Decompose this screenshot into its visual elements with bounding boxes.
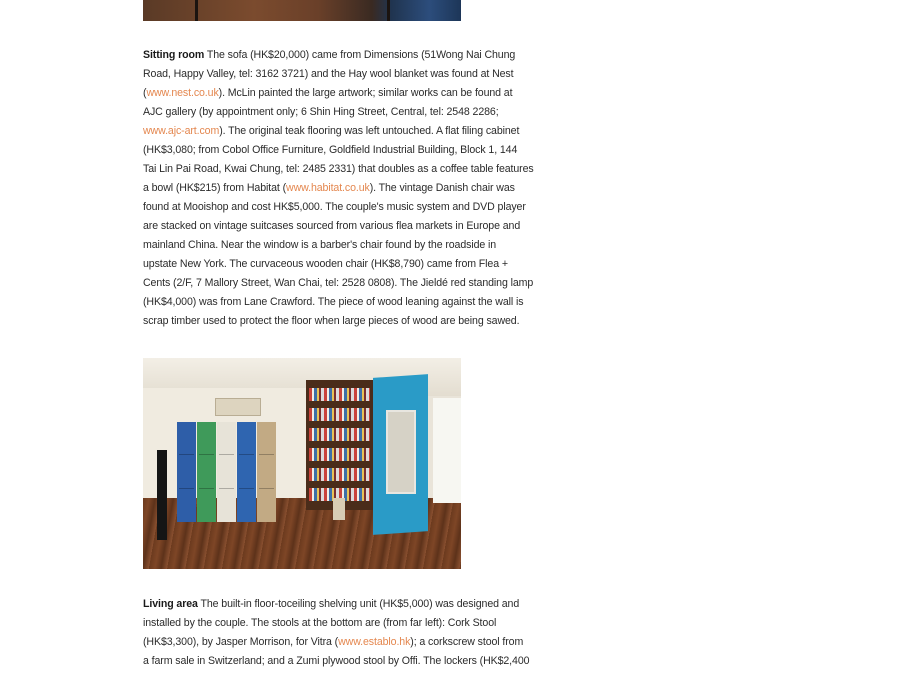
photo-locker — [197, 422, 216, 522]
body-text: Road, Happy Valley, tel: 3162 3721) and the Hay wool blanket was found at Nest — [143, 68, 514, 80]
text-line — [143, 179, 551, 198]
website-link[interactable]: www.establo.hk — [338, 636, 411, 648]
body-text: Cents (2/F, 7 Mallory Street, Wan Chai, tel: 2528 0808). The Jieldé red standing lamp — [143, 277, 534, 289]
body-text: mainland China. Near the window is a barber's chair found by the roadside in — [143, 239, 497, 251]
body-text: upstate New York. The curvaceous wooden chair (HK$8,790) came from Flea + — [143, 258, 508, 270]
section-lead-heading: Living area — [143, 598, 198, 610]
photo-book-row — [309, 388, 370, 401]
body-text: a farm sale in Switzerland; and a Zumi plywood stool by Offi. The lockers (HK$2,400 — [143, 655, 530, 667]
photo-book-row — [309, 428, 370, 441]
living-area-paragraph — [143, 595, 551, 671]
living-area-photo — [143, 358, 461, 569]
website-link[interactable]: www.habitat.co.uk — [286, 182, 370, 194]
body-text: installed by the couple. The stools at the bottom are (from far left): Cork Stool — [143, 617, 497, 629]
body-text: Tai Lin Pai Road, Kwai Chung, tel: 2485 2331) that doubles as a coffee table features — [143, 163, 534, 175]
text-line — [143, 293, 551, 312]
body-text: (HK$4,000) was from Lane Crawford. The piece of wood leaning against the wall is — [143, 296, 524, 308]
photo-framed-artwork — [386, 410, 416, 494]
chair-leg-shape — [387, 0, 390, 21]
photo-book-row — [309, 448, 370, 461]
website-link[interactable]: www.ajc-art.com — [143, 125, 220, 137]
body-text: The built-in floor-toceiling shelving unit (HK$5,000) was designed and — [197, 598, 520, 610]
photo-bookshelf — [306, 380, 373, 510]
text-line — [143, 236, 551, 255]
text-line — [143, 160, 551, 179]
body-text: (HK$3,300), by Jasper Morrison, for Vitra ( — [143, 636, 339, 648]
body-text: ); a corkscrew stool from — [410, 636, 524, 648]
text-line — [143, 84, 551, 103]
section-lead-heading: Sitting room — [143, 49, 205, 61]
website-link[interactable]: www.nest.co.uk — [146, 87, 219, 99]
photo-standing-lamp — [157, 450, 167, 540]
body-text: ). The original teak flooring was left untouched. A flat filing cabinet — [219, 125, 520, 137]
text-line — [143, 255, 551, 274]
photo-air-conditioner — [215, 398, 261, 416]
body-text: found at Mooishop and cost HK$5,000. The couple's music system and DVD player — [143, 201, 526, 213]
photo-locker — [257, 422, 276, 522]
photo-book-row — [309, 468, 370, 481]
chair-leg-shape — [195, 0, 198, 21]
text-line — [143, 198, 551, 217]
photo-stool — [333, 498, 345, 520]
body-text: are stacked on vintage suitcases sourced from various flea markets in Europe and — [143, 220, 521, 232]
body-text: (HK$3,080; from Cobol Office Furniture, Goldfield Industrial Building, Block 1, 144 — [143, 144, 518, 156]
body-text: ). McLin painted the large artwork; similar works can be found at — [218, 87, 513, 99]
body-text: AJC gallery (by appointment only; 6 Shin Hing Street, Central, tel: 2548 2286; — [143, 106, 499, 118]
text-line — [143, 65, 551, 84]
body-text: ). The vintage Danish chair was — [369, 182, 515, 194]
photo-locker — [217, 422, 236, 522]
text-line — [143, 633, 551, 652]
sitting-room-photo-bottom-edge — [143, 0, 461, 21]
text-line — [143, 103, 551, 122]
text-line — [143, 46, 551, 65]
text-line — [143, 122, 551, 141]
photo-book-row — [309, 408, 370, 421]
body-text: ( — [143, 87, 147, 99]
text-line — [143, 141, 551, 160]
body-text: a bowl (HK$215) from Habitat ( — [143, 182, 287, 194]
text-line — [143, 614, 551, 633]
sitting-room-paragraph — [143, 46, 551, 331]
text-line — [143, 312, 551, 331]
photo-locker — [177, 422, 196, 522]
text-line — [143, 274, 551, 293]
text-line — [143, 652, 551, 671]
body-text: scrap timber used to protect the floor when large pieces of wood are being sawed. — [143, 315, 520, 327]
photo-locker — [237, 422, 256, 522]
photo-window — [433, 398, 461, 503]
body-text: The sofa (HK$20,000) came from Dimensions (51Wong Nai Chung — [204, 49, 516, 61]
text-line — [143, 217, 551, 236]
text-line — [143, 595, 551, 614]
